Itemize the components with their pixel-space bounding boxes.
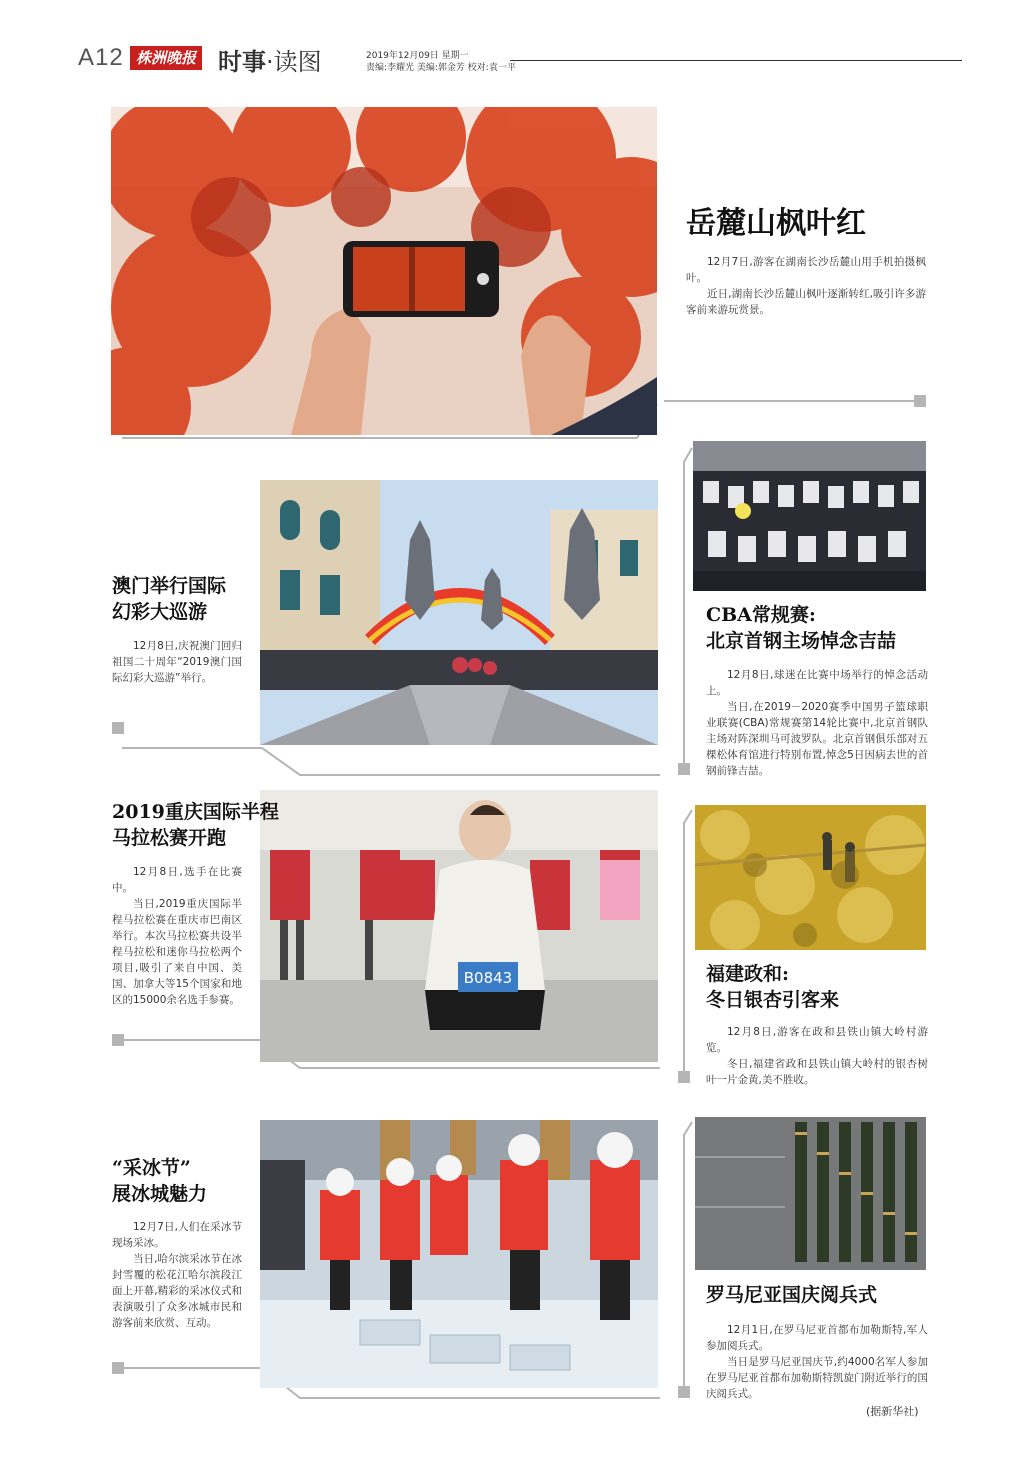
headline-macau — [112, 573, 226, 625]
headline-line: “采冰节” — [112, 1157, 191, 1179]
parade-street-photo — [260, 480, 658, 745]
headline-line: 北京首钢主场悼念吉喆 — [706, 630, 897, 652]
headline-line: 马拉松赛开跑 — [112, 827, 227, 849]
military-parade-photo — [695, 1117, 926, 1270]
headline-line: CBA常规赛: — [706, 604, 816, 626]
headline-romania: 罗马尼亚国庆阅兵式 — [706, 1284, 878, 1306]
headline-line: 2019重庆国际半程 — [112, 801, 279, 823]
headline-cba — [706, 602, 896, 654]
paragraph: 12月8日,游客在政和县铁山镇大岭村游览。 — [706, 1026, 928, 1054]
headline-line: 福建政和: — [706, 963, 790, 985]
body-fujian — [706, 1024, 928, 1088]
newspaper-logo: 株洲晚报 — [130, 46, 202, 70]
header-rule — [510, 60, 962, 61]
paragraph: 12月7日,人们在采冰节现场采冰。 — [112, 1221, 242, 1249]
ice-harvest-photo — [260, 1120, 658, 1388]
body-romania — [706, 1322, 928, 1402]
ginkgo-leaves-photo — [695, 805, 926, 950]
body-chongqing — [112, 864, 242, 1008]
body-ice — [112, 1219, 242, 1331]
body-macau — [112, 638, 242, 686]
section-title — [218, 42, 322, 77]
headline-ice — [112, 1155, 207, 1207]
bib-number: B0843 — [463, 969, 513, 987]
paragraph: 近日,湖南长沙岳麓山枫叶逐渐转红,吸引许多游客前来游玩赏景。 — [686, 288, 926, 316]
body-yuelu — [686, 254, 926, 318]
maple-leaves-phone-photo — [111, 107, 657, 435]
marathon-runners-photo — [260, 790, 658, 1062]
headline-chongqing — [112, 799, 279, 851]
header-meta — [366, 50, 516, 74]
section-sub: 读图 — [273, 48, 322, 76]
paragraph: 当日,哈尔滨采冰节在冰封雪覆的松花江哈尔滨段江面上开幕,精彩的采冰仪式和表演吸引了众多冰城市民和游客前来欣赏、互动。 — [112, 1253, 242, 1329]
paragraph: 当日是罗马尼亚国庆节,约4000名军人参加在罗马尼亚首都布加勒斯特凯旋门附近举行的国庆阅兵式。 — [706, 1356, 928, 1400]
page-number: A12 — [78, 44, 124, 71]
body-cba — [706, 667, 928, 779]
headline-line: 澳门举行国际 — [112, 575, 227, 597]
headline-yuelu: 岳麓山枫叶红 — [686, 206, 866, 241]
paragraph: 冬日,福建省政和县铁山镇大岭村的银杏树叶一片金黄,美不胜收。 — [706, 1058, 928, 1086]
paragraph: 当日,在2019－2020赛季中国男子篮球职业联赛(CBA)常规赛第14轮比赛中,北京首钢队主场对阵深圳马可波罗队。北京首钢俱乐部对五棵松体育馆进行特别布置,悼念5日因病去世的首钢前锋吉喆。 — [706, 701, 928, 777]
paragraph: 当日,2019重庆国际半程马拉松赛在重庆市巴南区举行。本次马拉松赛共设半程马拉松和迷你马拉松两个项目,吸引了来自中国、美国、加拿大等15个国家和地区的15000余名选手参赛。 — [112, 898, 242, 1006]
paragraph: 12月8日,选手在比赛中。 — [112, 866, 242, 894]
arena-fans-photo — [693, 441, 926, 591]
headline-fujian — [706, 961, 839, 1013]
headline-line: 幻彩大巡游 — [112, 601, 208, 623]
headline-line: 展冰城魅力 — [112, 1183, 208, 1205]
headline-line: 冬日银杏引客来 — [706, 989, 840, 1011]
paragraph: 12月8日,球迷在比赛中场举行的悼念活动上。 — [706, 669, 928, 697]
paragraph: 12月1日,在罗马尼亚首都布加勒斯特,军人参加阅兵式。 — [706, 1324, 928, 1352]
paragraph: 12月8日,庆祝澳门回归祖国二十周年“2019澳门国际幻彩大巡游”举行。 — [112, 640, 242, 684]
section-dot: · — [266, 48, 274, 76]
staff-line: 责编:李耀光 美编:郭金芳 校对:袁一平 — [366, 63, 516, 73]
date-line: 2019年12月09日 星期一 — [366, 51, 469, 61]
paragraph: 12月7日,游客在湖南长沙岳麓山用手机拍摄枫叶。 — [686, 256, 926, 284]
photo-credit: (据新华社) — [866, 1405, 919, 1418]
section-main: 时事 — [218, 48, 266, 76]
